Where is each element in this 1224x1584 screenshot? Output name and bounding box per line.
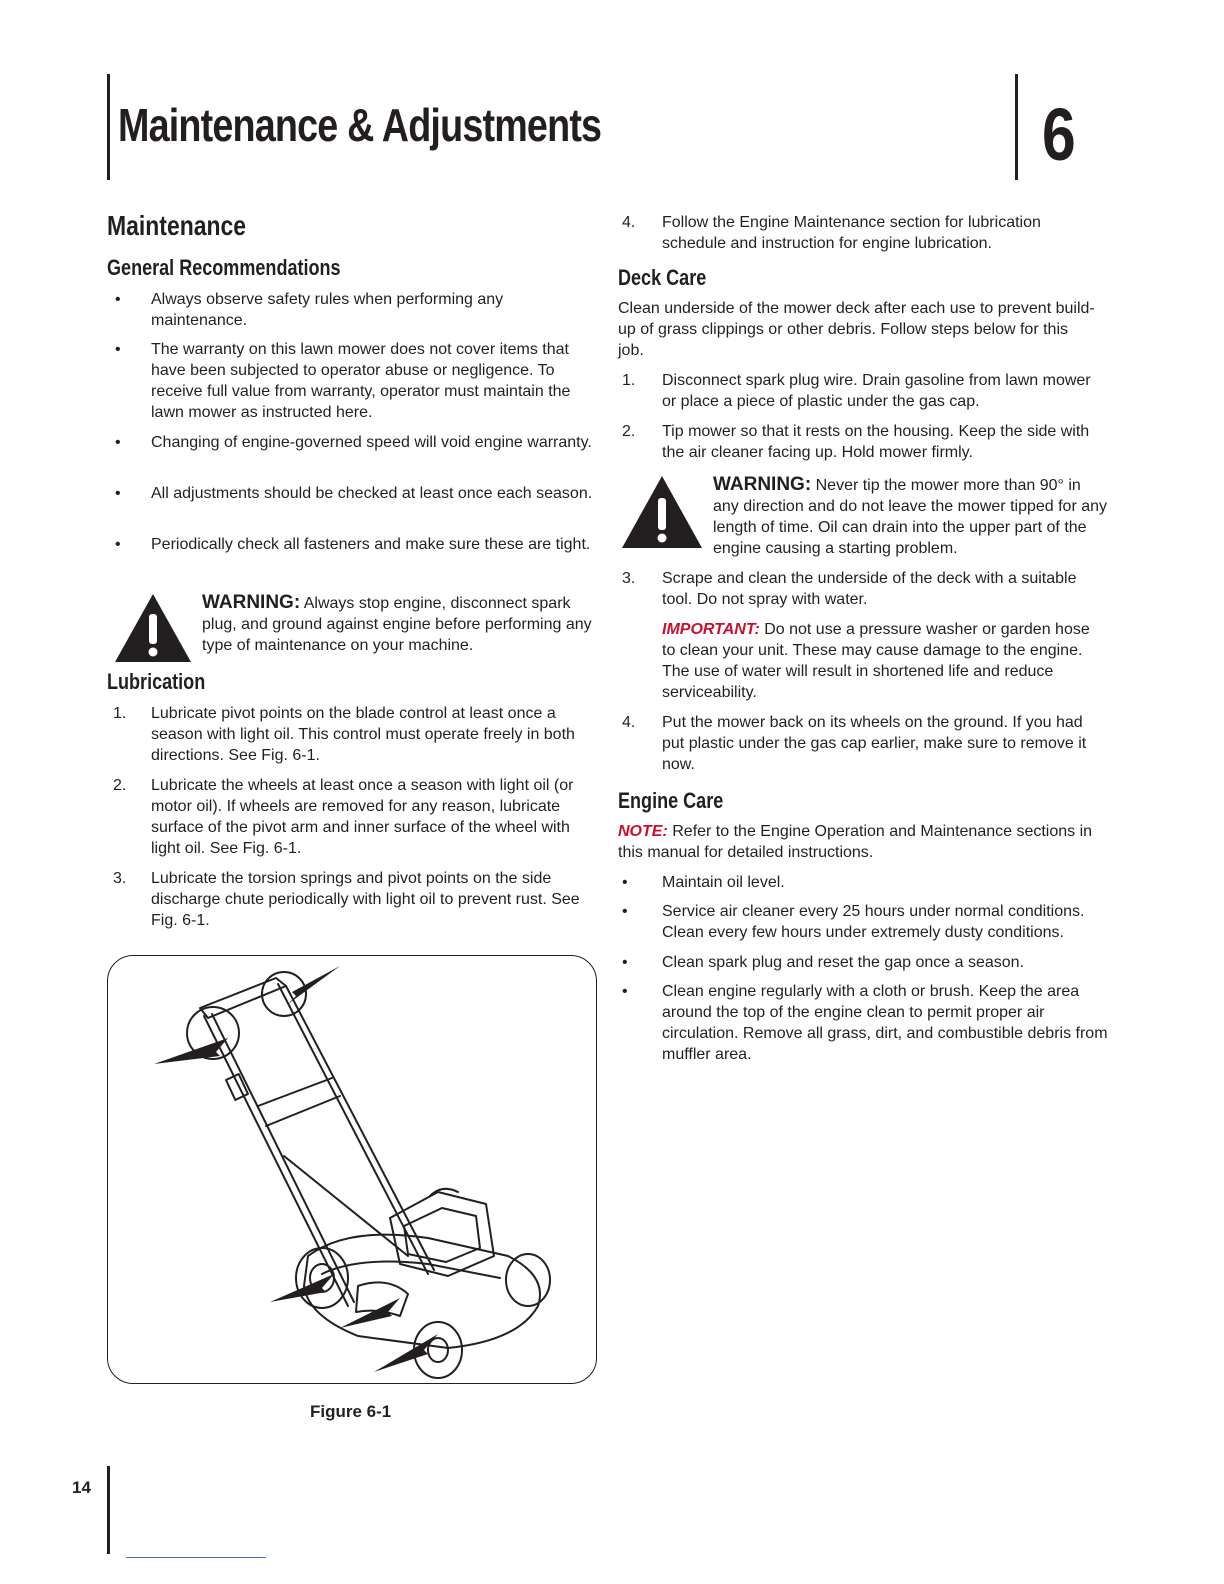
warning-text: Always stop engine, disconnect spark plug, and ground against engine before performing any type of maintenance on your machine.: [202, 595, 592, 654]
header-left-rule: [107, 74, 110, 180]
figure-6-1: [107, 955, 597, 1384]
engine-care-heading: Engine Care: [618, 788, 724, 813]
bullet: •: [622, 874, 628, 891]
general-recommendations-heading: General Recommendations: [107, 255, 341, 280]
engine-care-note: [618, 821, 1108, 863]
bullet: •: [115, 485, 121, 502]
warning-triangle-icon: [113, 592, 193, 664]
note-label: NOTE:: [618, 823, 668, 840]
bullet: •: [115, 291, 121, 308]
page-title: Maintenance & Adjustments: [118, 99, 602, 151]
bullet: •: [622, 954, 628, 971]
bullet: •: [115, 341, 121, 358]
deck-care-intro: Clean underside of the mower deck after each use to prevent build-up of grass clippings or other debris. Follow steps below for this job.: [618, 300, 1095, 359]
warning-block: [620, 474, 1110, 564]
bottom-link-underline: [126, 1557, 266, 1558]
bullet: •: [115, 434, 121, 451]
lubrication-heading: Lubrication: [107, 669, 206, 694]
important-note: [662, 619, 1106, 703]
header-right-rule: [1015, 74, 1018, 180]
chapter-number: 6: [1042, 93, 1076, 176]
important-text: Do not use a pressure washer or garden hose to clean your unit. These may cause damage to the engine. The use of water will result in shortened life and reduce serviceability.: [662, 621, 1090, 701]
footer-rule: [107, 1466, 110, 1554]
page-number: 14: [72, 1478, 91, 1497]
warning-text: Never tip the mower more than 90° in any direction and do not leave the mower tipped for any length of time. Oil can drain into the upper part of the engine causing a starting problem.: [713, 477, 1108, 557]
bullet: •: [622, 983, 628, 1000]
bullet: •: [622, 903, 628, 920]
important-label: IMPORTANT:: [662, 621, 760, 638]
deck-care-heading: Deck Care: [618, 265, 707, 290]
maintenance-heading: Maintenance: [107, 210, 247, 241]
lawn-mower-illustration: [108, 956, 596, 1383]
warning-triangle-icon: [620, 474, 704, 550]
bullet: •: [115, 536, 121, 553]
note-text: Refer to the Engine Operation and Maintenance sections in this manual for detailed instructions.: [618, 823, 1093, 861]
warning-label: WARNING:: [202, 592, 301, 613]
figure-caption: Figure 6-1: [310, 1402, 392, 1421]
warning-label: WARNING:: [713, 474, 812, 495]
warning-block: [113, 592, 593, 662]
